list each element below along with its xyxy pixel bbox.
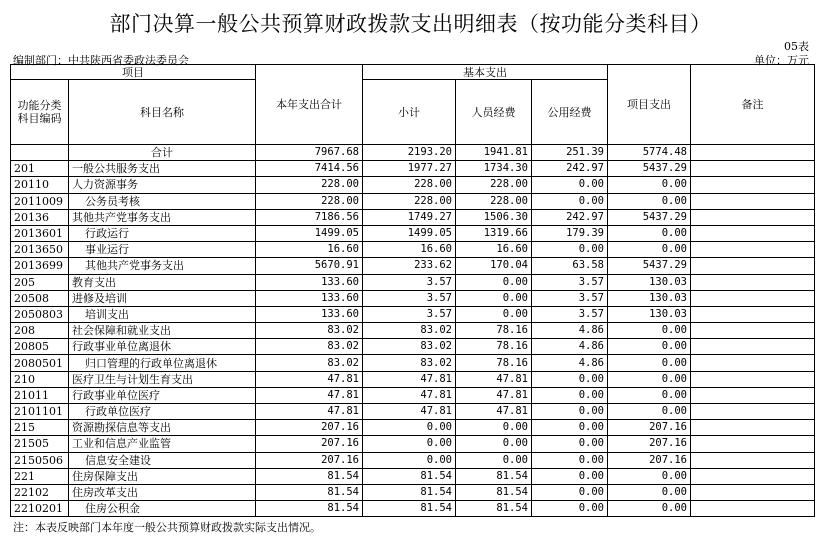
row-subtotal: 1977.27 bbox=[363, 161, 456, 177]
row-code: 201 bbox=[11, 161, 69, 177]
row-name: 行政单位医疗 bbox=[69, 404, 256, 420]
row-personnel: 0.00 bbox=[456, 436, 532, 452]
row-subtotal: 0.00 bbox=[363, 436, 456, 452]
row-personnel: 1941.81 bbox=[456, 145, 532, 161]
table-row bbox=[11, 323, 815, 339]
row-public: 0.00 bbox=[532, 484, 608, 500]
row-total: 7967.68 bbox=[256, 145, 363, 161]
row-name: 培训支出 bbox=[69, 306, 256, 322]
row-personnel: 0.00 bbox=[456, 290, 532, 306]
row-subtotal: 83.02 bbox=[363, 355, 456, 371]
row-name: 其他共产党事务支出 bbox=[69, 258, 256, 274]
row-subtotal: 47.81 bbox=[363, 404, 456, 420]
table-row bbox=[11, 225, 815, 241]
row-personnel: 78.16 bbox=[456, 323, 532, 339]
row-remark bbox=[691, 290, 815, 306]
row-total: 47.81 bbox=[256, 387, 363, 403]
row-subtotal: 3.57 bbox=[363, 306, 456, 322]
row-project: 0.00 bbox=[608, 339, 691, 355]
row-subtotal: 2193.20 bbox=[363, 145, 456, 161]
row-public: 0.00 bbox=[532, 177, 608, 193]
row-remark bbox=[691, 145, 815, 161]
row-public: 179.39 bbox=[532, 225, 608, 241]
row-project: 207.16 bbox=[608, 436, 691, 452]
header-basic: 基本支出 bbox=[363, 65, 608, 80]
row-name: 事业运行 bbox=[69, 242, 256, 258]
row-name: 住房保障支出 bbox=[69, 468, 256, 484]
row-project: 5437.29 bbox=[608, 161, 691, 177]
row-name: 资源勘探信息等支出 bbox=[69, 420, 256, 436]
row-total: 83.02 bbox=[256, 323, 363, 339]
row-name: 公务员考核 bbox=[69, 193, 256, 209]
row-code: 2011009 bbox=[11, 193, 69, 209]
table-row bbox=[11, 290, 815, 306]
table-row bbox=[11, 404, 815, 420]
row-personnel: 0.00 bbox=[456, 452, 532, 468]
row-project: 0.00 bbox=[608, 225, 691, 241]
row-personnel: 81.54 bbox=[456, 501, 532, 517]
row-public: 0.00 bbox=[532, 468, 608, 484]
row-total: 207.16 bbox=[256, 452, 363, 468]
row-remark bbox=[691, 468, 815, 484]
row-public: 242.97 bbox=[532, 161, 608, 177]
row-remark bbox=[691, 225, 815, 241]
row-total: 83.02 bbox=[256, 339, 363, 355]
row-public: 4.86 bbox=[532, 339, 608, 355]
row-project: 0.00 bbox=[608, 387, 691, 403]
row-remark bbox=[691, 177, 815, 193]
row-project: 0.00 bbox=[608, 371, 691, 387]
header-remark: 备注 bbox=[691, 65, 815, 145]
table-row bbox=[11, 258, 815, 274]
expenditure-table bbox=[10, 64, 815, 517]
row-public: 0.00 bbox=[532, 420, 608, 436]
row-public: 63.58 bbox=[532, 258, 608, 274]
row-subtotal: 16.60 bbox=[363, 242, 456, 258]
row-remark bbox=[691, 339, 815, 355]
row-remark bbox=[691, 323, 815, 339]
row-total: 16.60 bbox=[256, 242, 363, 258]
row-remark bbox=[691, 387, 815, 403]
row-public: 242.97 bbox=[532, 209, 608, 225]
header-total: 本年支出合计 bbox=[256, 65, 363, 145]
table-row bbox=[11, 306, 815, 322]
row-personnel: 1506.30 bbox=[456, 209, 532, 225]
row-subtotal: 228.00 bbox=[363, 177, 456, 193]
row-subtotal: 81.54 bbox=[363, 501, 456, 517]
table-row bbox=[11, 436, 815, 452]
row-name: 归口管理的行政单位离退休 bbox=[69, 355, 256, 371]
row-name: 行政事业单位医疗 bbox=[69, 387, 256, 403]
row-personnel: 1319.66 bbox=[456, 225, 532, 241]
row-total: 228.00 bbox=[256, 177, 363, 193]
row-name: 一般公共服务支出 bbox=[69, 161, 256, 177]
table-row bbox=[11, 452, 815, 468]
row-project: 207.16 bbox=[608, 452, 691, 468]
table-row bbox=[11, 193, 815, 209]
table-row bbox=[11, 242, 815, 258]
row-public: 0.00 bbox=[532, 501, 608, 517]
row-project: 130.03 bbox=[608, 274, 691, 290]
row-total: 47.81 bbox=[256, 371, 363, 387]
row-personnel: 78.16 bbox=[456, 339, 532, 355]
row-personnel: 228.00 bbox=[456, 193, 532, 209]
row-subtotal: 233.62 bbox=[363, 258, 456, 274]
row-public: 3.57 bbox=[532, 290, 608, 306]
row-total: 7186.56 bbox=[256, 209, 363, 225]
row-project: 0.00 bbox=[608, 501, 691, 517]
row-remark bbox=[691, 420, 815, 436]
row-name: 工业和信息产业监管 bbox=[69, 436, 256, 452]
row-name: 行政运行 bbox=[69, 225, 256, 241]
row-project: 5437.29 bbox=[608, 258, 691, 274]
table-row bbox=[11, 177, 815, 193]
row-remark bbox=[691, 193, 815, 209]
row-personnel: 0.00 bbox=[456, 306, 532, 322]
row-code: 21011 bbox=[11, 387, 69, 403]
row-code: 2013699 bbox=[11, 258, 69, 274]
row-project: 0.00 bbox=[608, 193, 691, 209]
row-total: 83.02 bbox=[256, 355, 363, 371]
row-total: 1499.05 bbox=[256, 225, 363, 241]
row-project: 5774.48 bbox=[608, 145, 691, 161]
row-name: 教育支出 bbox=[69, 274, 256, 290]
row-personnel: 78.16 bbox=[456, 355, 532, 371]
row-subtotal: 83.02 bbox=[363, 339, 456, 355]
row-personnel: 81.54 bbox=[456, 468, 532, 484]
row-total: 207.16 bbox=[256, 436, 363, 452]
row-total: 81.54 bbox=[256, 468, 363, 484]
row-remark bbox=[691, 404, 815, 420]
row-project: 0.00 bbox=[608, 177, 691, 193]
row-total: 81.54 bbox=[256, 484, 363, 500]
row-total: 47.81 bbox=[256, 404, 363, 420]
table-row bbox=[11, 501, 815, 517]
table-row bbox=[11, 339, 815, 355]
row-public: 251.39 bbox=[532, 145, 608, 161]
unit-label: 单位：万元 bbox=[754, 54, 809, 67]
row-project: 130.03 bbox=[608, 290, 691, 306]
row-project: 5437.29 bbox=[608, 209, 691, 225]
row-remark bbox=[691, 355, 815, 371]
row-name: 住房公积金 bbox=[69, 501, 256, 517]
row-project: 130.03 bbox=[608, 306, 691, 322]
row-personnel: 0.00 bbox=[456, 420, 532, 436]
row-project: 0.00 bbox=[608, 484, 691, 500]
row-total: 5670.91 bbox=[256, 258, 363, 274]
row-remark bbox=[691, 242, 815, 258]
row-subtotal: 1749.27 bbox=[363, 209, 456, 225]
row-subtotal: 47.81 bbox=[363, 371, 456, 387]
table-row bbox=[11, 468, 815, 484]
row-public: 4.86 bbox=[532, 355, 608, 371]
row-name: 进修及培训 bbox=[69, 290, 256, 306]
department-label: 编制部门：中共陕西省委政法委员会 bbox=[13, 54, 189, 67]
row-total: 207.16 bbox=[256, 420, 363, 436]
header-project: 项目支出 bbox=[608, 65, 691, 145]
header-subtotal: 小计 bbox=[363, 80, 456, 145]
row-public: 0.00 bbox=[532, 404, 608, 420]
row-subtotal: 1499.05 bbox=[363, 225, 456, 241]
row-remark bbox=[691, 484, 815, 500]
row-public: 0.00 bbox=[532, 436, 608, 452]
row-personnel: 47.81 bbox=[456, 387, 532, 403]
row-personnel: 47.81 bbox=[456, 371, 532, 387]
row-subtotal: 0.00 bbox=[363, 420, 456, 436]
row-public: 0.00 bbox=[532, 193, 608, 209]
row-subtotal: 47.81 bbox=[363, 387, 456, 403]
row-code: 2101101 bbox=[11, 404, 69, 420]
row-remark bbox=[691, 161, 815, 177]
row-code bbox=[11, 145, 69, 161]
row-personnel: 1734.30 bbox=[456, 161, 532, 177]
table-row bbox=[11, 161, 815, 177]
row-name: 医疗卫生与计划生育支出 bbox=[69, 371, 256, 387]
row-total: 81.54 bbox=[256, 501, 363, 517]
row-code: 2013650 bbox=[11, 242, 69, 258]
row-remark bbox=[691, 452, 815, 468]
row-code: 2013601 bbox=[11, 225, 69, 241]
row-remark bbox=[691, 274, 815, 290]
row-subtotal: 3.57 bbox=[363, 290, 456, 306]
row-code: 22102 bbox=[11, 484, 69, 500]
row-personnel: 81.54 bbox=[456, 484, 532, 500]
row-public: 3.57 bbox=[532, 306, 608, 322]
table-row bbox=[11, 371, 815, 387]
row-code: 2080501 bbox=[11, 355, 69, 371]
table-note: 注：本表反映部门本年度一般公共预算财政拨款实际支出情况。 bbox=[13, 521, 321, 534]
row-subtotal: 0.00 bbox=[363, 452, 456, 468]
table-row bbox=[11, 484, 815, 500]
table-row bbox=[11, 420, 815, 436]
row-code: 2210201 bbox=[11, 501, 69, 517]
row-personnel: 0.00 bbox=[456, 274, 532, 290]
row-project: 0.00 bbox=[608, 355, 691, 371]
row-project: 207.16 bbox=[608, 420, 691, 436]
row-public: 0.00 bbox=[532, 452, 608, 468]
row-subtotal: 83.02 bbox=[363, 323, 456, 339]
row-code: 2050803 bbox=[11, 306, 69, 322]
row-code: 20136 bbox=[11, 209, 69, 225]
row-total: 228.00 bbox=[256, 193, 363, 209]
row-name: 其他共产党事务支出 bbox=[69, 209, 256, 225]
row-public: 0.00 bbox=[532, 371, 608, 387]
row-code: 205 bbox=[11, 274, 69, 290]
row-code: 210 bbox=[11, 371, 69, 387]
row-personnel: 16.60 bbox=[456, 242, 532, 258]
row-code: 20508 bbox=[11, 290, 69, 306]
row-code: 215 bbox=[11, 420, 69, 436]
row-remark bbox=[691, 209, 815, 225]
row-total: 7414.56 bbox=[256, 161, 363, 177]
row-name: 社会保障和就业支出 bbox=[69, 323, 256, 339]
header-item: 项目 bbox=[11, 65, 256, 80]
row-code: 21505 bbox=[11, 436, 69, 452]
row-code: 20110 bbox=[11, 177, 69, 193]
row-code: 208 bbox=[11, 323, 69, 339]
row-code: 221 bbox=[11, 468, 69, 484]
row-remark bbox=[691, 501, 815, 517]
table-row bbox=[11, 274, 815, 290]
row-remark bbox=[691, 258, 815, 274]
header-name: 科目名称 bbox=[69, 80, 256, 145]
row-personnel: 170.04 bbox=[456, 258, 532, 274]
row-subtotal: 81.54 bbox=[363, 468, 456, 484]
row-subtotal: 3.57 bbox=[363, 274, 456, 290]
table-row bbox=[11, 145, 815, 161]
row-name: 信息安全建设 bbox=[69, 452, 256, 468]
table-row bbox=[11, 355, 815, 371]
table-number: 05表 bbox=[784, 40, 809, 53]
row-name: 人力资源事务 bbox=[69, 177, 256, 193]
row-personnel: 228.00 bbox=[456, 177, 532, 193]
row-project: 0.00 bbox=[608, 468, 691, 484]
row-public: 4.86 bbox=[532, 323, 608, 339]
row-public: 0.00 bbox=[532, 387, 608, 403]
row-project: 0.00 bbox=[608, 323, 691, 339]
header-personnel: 人员经费 bbox=[456, 80, 532, 145]
row-name: 合计 bbox=[69, 145, 256, 161]
row-remark bbox=[691, 306, 815, 322]
row-public: 3.57 bbox=[532, 274, 608, 290]
row-personnel: 47.81 bbox=[456, 404, 532, 420]
row-total: 133.60 bbox=[256, 306, 363, 322]
header-public: 公用经费 bbox=[532, 80, 608, 145]
row-total: 133.60 bbox=[256, 274, 363, 290]
row-code: 2150506 bbox=[11, 452, 69, 468]
row-subtotal: 81.54 bbox=[363, 484, 456, 500]
row-name: 住房改革支出 bbox=[69, 484, 256, 500]
row-name: 行政事业单位离退休 bbox=[69, 339, 256, 355]
table-row bbox=[11, 387, 815, 403]
row-total: 133.60 bbox=[256, 290, 363, 306]
row-remark bbox=[691, 436, 815, 452]
row-public: 0.00 bbox=[532, 242, 608, 258]
row-project: 0.00 bbox=[608, 242, 691, 258]
row-project: 0.00 bbox=[608, 404, 691, 420]
row-remark bbox=[691, 371, 815, 387]
row-code: 20805 bbox=[11, 339, 69, 355]
row-subtotal: 228.00 bbox=[363, 193, 456, 209]
table-row bbox=[11, 209, 815, 225]
header-code: 功能分类科目编码 bbox=[11, 80, 69, 145]
page-title: 部门决算一般公共预算财政拨款支出明细表（按功能分类科目） bbox=[109, 12, 712, 36]
